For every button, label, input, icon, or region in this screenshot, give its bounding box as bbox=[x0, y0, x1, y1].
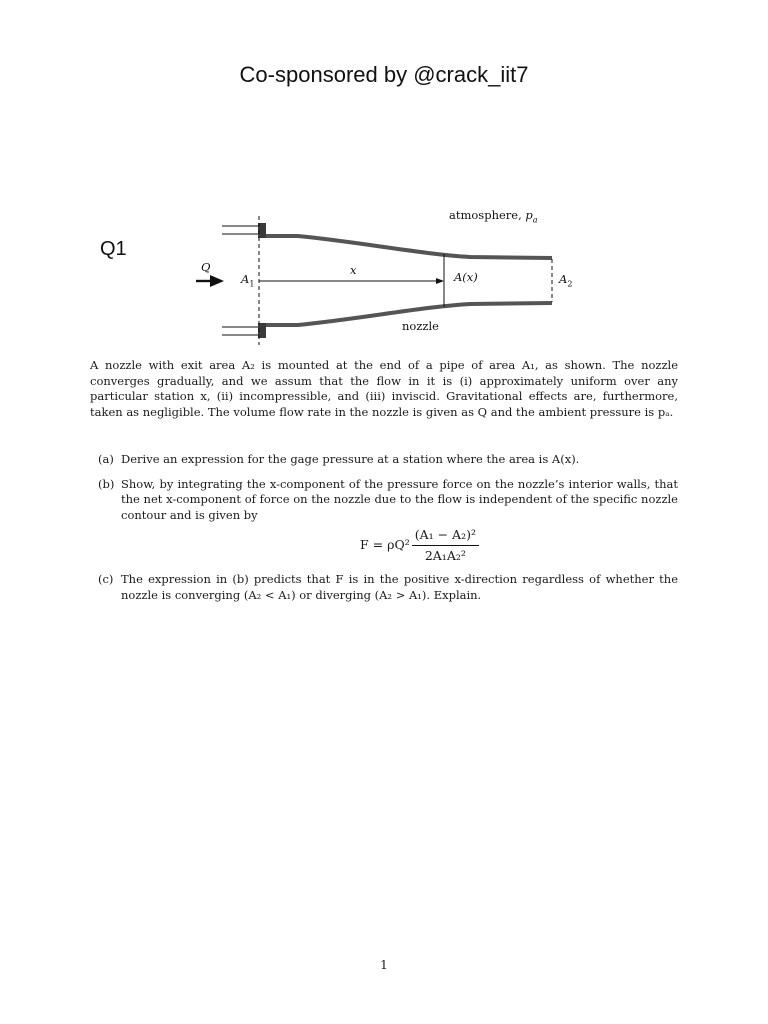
page-number: 1 bbox=[380, 958, 388, 972]
part-label: (a) bbox=[98, 452, 114, 466]
inlet-area-label: $A_1$ bbox=[241, 272, 255, 289]
formula-denominator: 2A₁A₂² bbox=[424, 547, 466, 563]
page-header: Co-sponsored by @crack_iit7 bbox=[239, 62, 529, 87]
part-c bbox=[90, 572, 678, 603]
exit-area-label: $A_2$ bbox=[559, 272, 573, 289]
part-text: Show, by integrating the x-component of the pressure force on the nozzle’s interior walls, that the net x-component of force on the nozzle due to the flow is independent of the specific nozzle contour and is given by bbox=[121, 476, 678, 522]
part-text: Derive an expression for the gage pressure at a station where the area is A(x). bbox=[121, 452, 580, 466]
formula-fraction bbox=[412, 527, 479, 563]
position-label: x bbox=[350, 263, 357, 277]
part-text: The expression in (b) predicts that F is in the positive x-direction regardless of whether the nozzle is converging (A₂ < A₁) or diverging (A₂ > A₁). Explain. bbox=[121, 572, 678, 602]
question-label: Q1 bbox=[100, 238, 127, 260]
local-area-label: A(x) bbox=[454, 270, 478, 284]
problem-statement: A nozzle with exit area A₂ is mounted at the end of a pipe of area A₁, as shown. The nozzle converges gradually, and we assum that the flow in it is (i) approximately uniform over any particular station x, (ii) incompressible, and (iii) inviscid. Gravitational effects are, furthermore, taken as negligible. The volume flow rate in the nozzle is given as Q and the ambient pressure is pₐ. bbox=[90, 358, 678, 419]
part-label: (c) bbox=[98, 572, 114, 586]
part-a bbox=[90, 452, 678, 468]
nozzle-label: nozzle bbox=[402, 319, 439, 333]
formula-numerator: (A₁ − A₂)² bbox=[412, 527, 479, 546]
x-arrow-head bbox=[436, 278, 444, 284]
part-label: (b) bbox=[98, 476, 115, 491]
flow-rate-label: Q bbox=[201, 260, 211, 274]
force-formula bbox=[161, 527, 678, 563]
flow-arrow-head bbox=[210, 275, 224, 287]
nozzle-diagram bbox=[0, 200, 768, 345]
question-parts bbox=[90, 452, 678, 612]
atmosphere-label: atmosphere, $p_a$ bbox=[449, 208, 538, 225]
part-b bbox=[90, 477, 678, 564]
nozzle-wall-top bbox=[266, 236, 552, 258]
formula-lhs: F = ρQ² bbox=[360, 537, 410, 553]
